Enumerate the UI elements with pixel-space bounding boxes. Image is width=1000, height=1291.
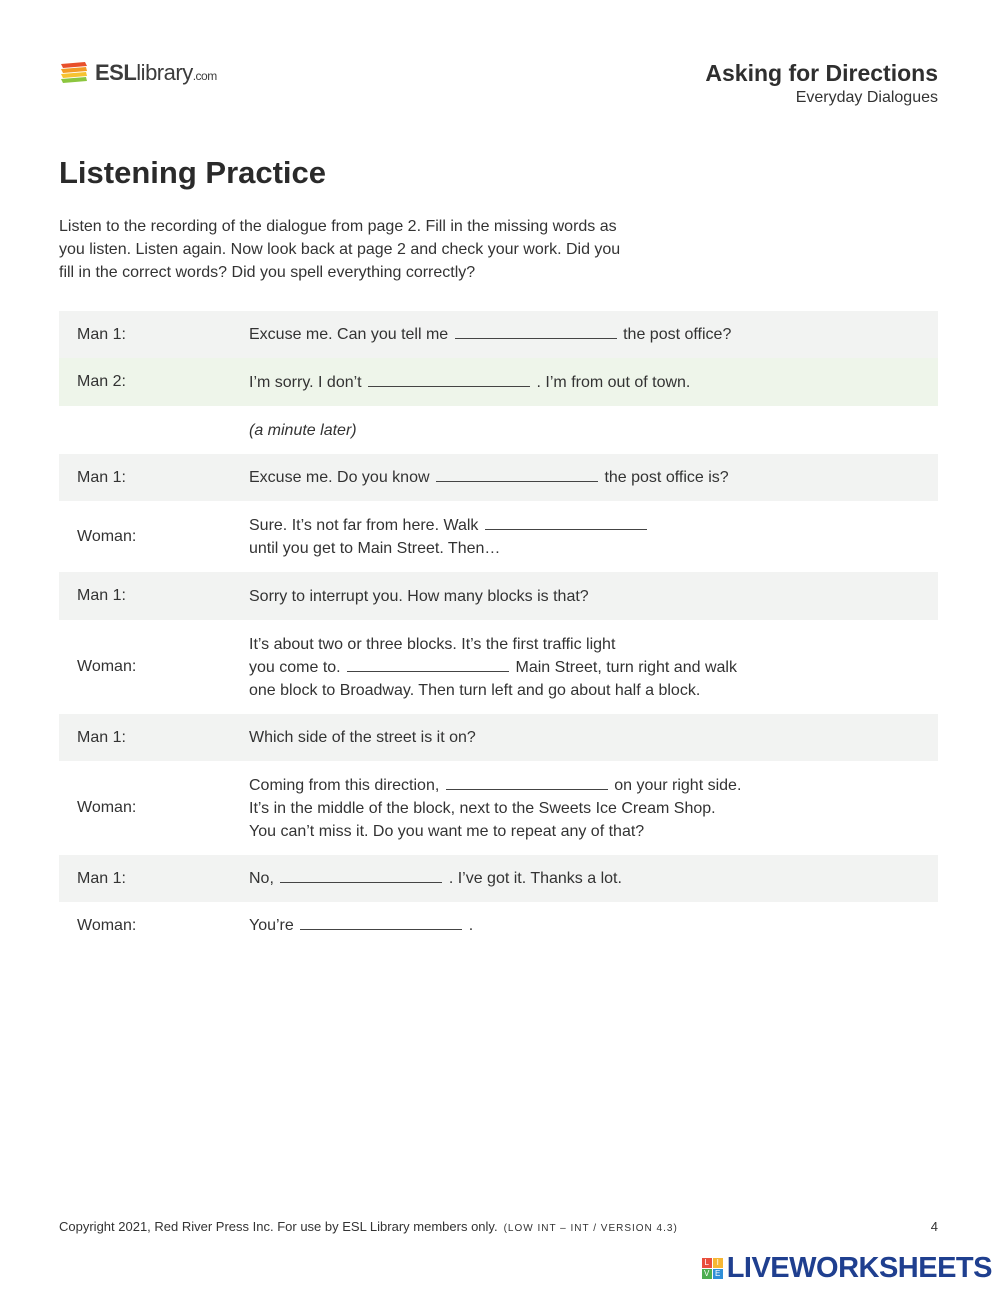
dialogue-row xyxy=(59,572,938,620)
esl-library-logo xyxy=(59,58,217,88)
dialogue-line: Excuse me. Do you know the post office is? xyxy=(249,466,938,489)
dialogue-line: It’s about two or three blocks. It’s the first traffic light you come to. Main Street, turn right and walk one block to Broadway. Then turn left and go about half a block. xyxy=(249,635,737,699)
dialogue-line: You’re . xyxy=(249,914,938,937)
dialogue-row xyxy=(59,358,938,406)
dialogue-line: I’m sorry. I don’t . I’m from out of town. xyxy=(249,371,938,394)
answer-blank[interactable] xyxy=(455,323,617,339)
page-number: 4 xyxy=(930,1219,938,1234)
speaker: Woman: xyxy=(77,799,137,816)
answer-blank[interactable] xyxy=(446,774,608,790)
dialogue-row xyxy=(59,855,938,902)
dialogue-row xyxy=(59,902,938,949)
level-label: (LOW INT – INT / VERSION 4.3) xyxy=(503,1223,678,1234)
speaker: Woman: xyxy=(77,658,137,675)
answer-blank[interactable] xyxy=(368,371,530,387)
worksheet-subtitle: Everyday Dialogues xyxy=(795,89,938,106)
liveworksheets-wordmark: LIVEWORKSHEETS xyxy=(726,1252,992,1284)
answer-blank[interactable] xyxy=(300,914,462,930)
stage-direction: (a minute later) xyxy=(249,421,357,439)
dialogue-line: Which side of the street is it on? xyxy=(249,729,476,746)
speaker: Man 1: xyxy=(77,468,126,486)
liveworksheets-icon: L I V E xyxy=(702,1258,723,1279)
dialogue-line: Coming from this direction, on your right side. It’s in the middle of the block, next to the Sweets Ice Cream Shop. You can’t miss it. Do you want me to repeat any of that? xyxy=(249,774,938,843)
speaker: Man 1: xyxy=(77,728,126,746)
logo-wordmark: ESLlibrary.com xyxy=(95,60,217,85)
dialogue-line: Sorry to interrupt you. How many blocks is that? xyxy=(249,587,589,605)
speaker: Man 2: xyxy=(77,373,126,390)
dialogue-line: No, . I’ve got it. Thanks a lot. xyxy=(249,867,938,890)
dialogue-table xyxy=(59,311,938,949)
dialogue-row xyxy=(59,761,938,855)
dialogue-row xyxy=(59,311,938,358)
dialogue-row xyxy=(59,406,938,454)
section-title: Listening Practice xyxy=(59,155,327,190)
speaker: Woman: xyxy=(77,527,137,545)
dialogue-row xyxy=(59,454,938,501)
answer-blank[interactable] xyxy=(485,514,647,530)
answer-blank[interactable] xyxy=(280,867,442,883)
instructions: Listen to the recording of the dialogue from page 2. Fill in the missing words as you listen. Listen again. Now look back at page 2 and check your work. Did you fill in the correct words? Did you spell everything correctly? xyxy=(59,218,621,281)
answer-blank[interactable] xyxy=(347,656,509,672)
footer-copyright: Copyright 2021, Red River Press Inc. For use by ESL Library members only. (LOW INT – INT / VERSION 4.3) xyxy=(59,1219,678,1234)
dialogue-row xyxy=(59,620,938,714)
dialogue-line: Sure. It’s not far from here. Walk until you get to Main Street. Then… xyxy=(249,514,938,560)
speaker: Woman: xyxy=(77,916,137,934)
dialogue-line: Excuse me. Can you tell me the post office? xyxy=(249,323,938,346)
book-stack-icon xyxy=(59,58,89,88)
worksheet-title: Asking for Directions xyxy=(705,60,938,86)
dialogue-row xyxy=(59,714,938,761)
speaker: Man 1: xyxy=(77,587,126,604)
speaker: Man 1: xyxy=(77,325,126,343)
liveworksheets-watermark xyxy=(702,1252,992,1285)
answer-blank[interactable] xyxy=(436,466,598,482)
speaker: Man 1: xyxy=(77,869,126,887)
dialogue-row xyxy=(59,501,938,572)
